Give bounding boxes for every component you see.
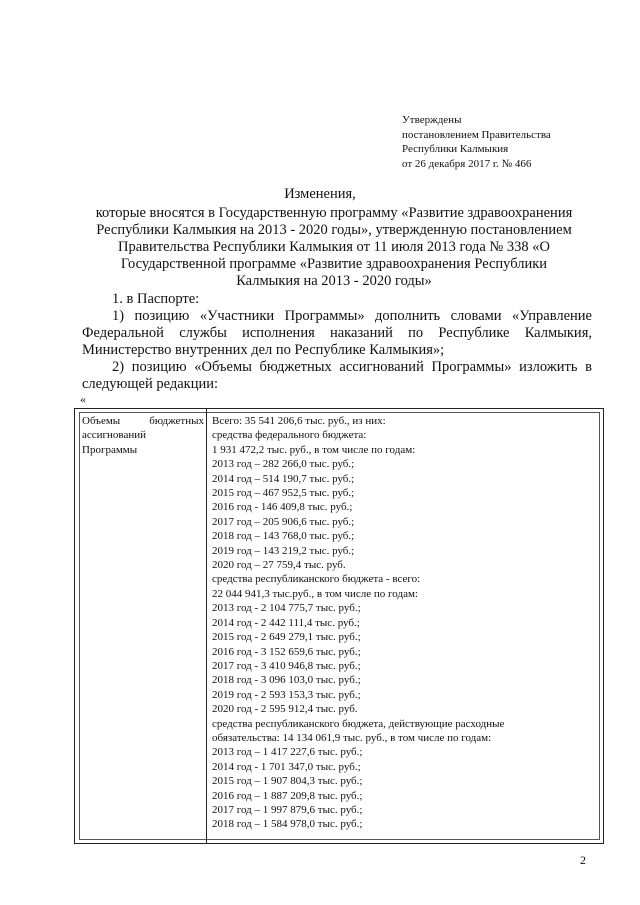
document-subtitle (84, 205, 584, 290)
approval-line: Утверждены (402, 114, 462, 126)
left-cell-line: ассигнований (82, 429, 147, 442)
right-cell-line: 2016 год - 3 152 659,6 тыс. руб.; (212, 645, 361, 658)
right-cell-line: 2017 год – 205 906,6 тыс. руб.; (212, 515, 355, 528)
right-cell-line: Всего: 35 541 206,6 тыс. руб., из них: (212, 415, 386, 427)
table-right-cell (212, 414, 600, 832)
item-2-paragraph (82, 359, 592, 393)
subtitle-line: Республики Калмыкия на 2013 - 2020 годы», утвержденную постановлением (96, 222, 572, 238)
approval-line: постановлением Правительства (402, 128, 551, 141)
subtitle-line: Правительства Республики Калмыкия от 11 июля 2013 года № 338 «О (118, 239, 550, 255)
approval-line: Республики Калмыкия (402, 143, 509, 155)
right-cell-line: 2013 год – 282 266,0 тыс. руб.; (212, 458, 355, 471)
right-cell-line: средства республиканского бюджета - всего: (212, 573, 421, 586)
item-1-line: Федеральной службы исполнения наказаний по Республике Калмыкия, (82, 325, 592, 341)
subtitle-line: которые вносятся в Государственную программу «Развитие здравоохранения (95, 205, 573, 221)
right-cell-line: 2015 год – 1 907 804,3 тыс. руб.; (212, 775, 363, 788)
right-cell-line: 2018 год - 3 096 103,0 тыс. руб.; (212, 674, 361, 687)
right-cell-line: 2020 год – 27 759,4 тыс. руб. (212, 559, 346, 572)
item-1-line: 1) позицию «Участники Программы» дополнить словами «Управление (112, 308, 592, 324)
item-2-line: следующей редакции: (82, 376, 219, 392)
approval-line: от 26 декабря 2017 г. № 466 (402, 157, 532, 170)
right-cell-line: 2013 год - 2 104 775,7 тыс. руб.; (212, 602, 361, 615)
right-cell-line: 2013 год – 1 417 227,6 тыс. руб.; (212, 746, 363, 759)
right-cell-line: 2017 год - 3 410 946,8 тыс. руб.; (212, 659, 361, 672)
subtitle-line: Государственной программе «Развитие здравоохранения Республики (120, 256, 548, 272)
right-cell-line: 1 931 472,2 тыс. руб., в том числе по годам: (212, 443, 416, 456)
right-cell-line: 22 044 941,3 тыс.руб., в том числе по годам: (212, 587, 418, 600)
section-heading (82, 291, 592, 308)
right-cell-line: 2018 год – 1 584 978,0 тыс. руб.; (212, 818, 363, 831)
item-1-line: Министерство внутренних дел по Республике Калмыкия»; (82, 342, 445, 358)
page-number: 2 (580, 853, 586, 867)
right-cell-line: 2019 год – 143 219,2 тыс. руб.; (212, 544, 355, 557)
right-cell-line: 2014 год – 514 190,7 тыс. руб.; (212, 472, 355, 485)
right-cell-line: 2018 год – 143 768,0 тыс. руб.; (212, 530, 355, 543)
right-cell-line: 2019 год - 2 593 153,3 тыс. руб.; (212, 688, 361, 701)
document-title: Изменения, (284, 186, 356, 202)
budget-table (74, 408, 604, 844)
right-cell-line: 2015 год – 467 952,5 тыс. руб.; (212, 487, 355, 500)
left-cell-line: Объемы бюджетных (82, 415, 204, 427)
opening-quote: « (80, 392, 86, 406)
right-cell-line: обязательства: 14 134 061,9 тыс. руб., в том числе по годам: (212, 731, 492, 744)
right-cell-line: средства республиканского бюджета, действующие расходные (212, 717, 505, 730)
section-heading-text: 1. в Паспорте: (112, 291, 200, 307)
approval-block (402, 113, 551, 171)
item-2-line: 2) позицию «Объемы бюджетных ассигнований Программы» изложить в (112, 359, 592, 375)
right-cell-line: 2020 год - 2 595 912,4 тыс. руб. (212, 703, 358, 716)
item-1-paragraph (82, 308, 592, 359)
left-cell-line: Программы (82, 443, 138, 456)
subtitle-line: Калмыкия на 2013 - 2020 годы» (236, 273, 432, 289)
right-cell-line: 2016 год – 1 887 209,8 тыс. руб.; (212, 789, 363, 802)
right-cell-line: 2014 год - 2 442 111,4 тыс. руб.; (212, 616, 360, 629)
right-cell-line: 2015 год - 2 649 279,1 тыс. руб.; (212, 631, 361, 644)
right-cell-line: 2014 год - 1 701 347,0 тыс. руб.; (212, 760, 361, 773)
right-cell-line: 2017 год – 1 997 879,6 тыс. руб.; (212, 803, 363, 816)
right-cell-line: 2016 год - 146 409,8 тыс. руб.; (212, 501, 353, 514)
right-cell-line: средства федерального бюджета: (212, 429, 367, 442)
table-column-divider (206, 409, 207, 843)
table-left-cell (82, 414, 204, 457)
